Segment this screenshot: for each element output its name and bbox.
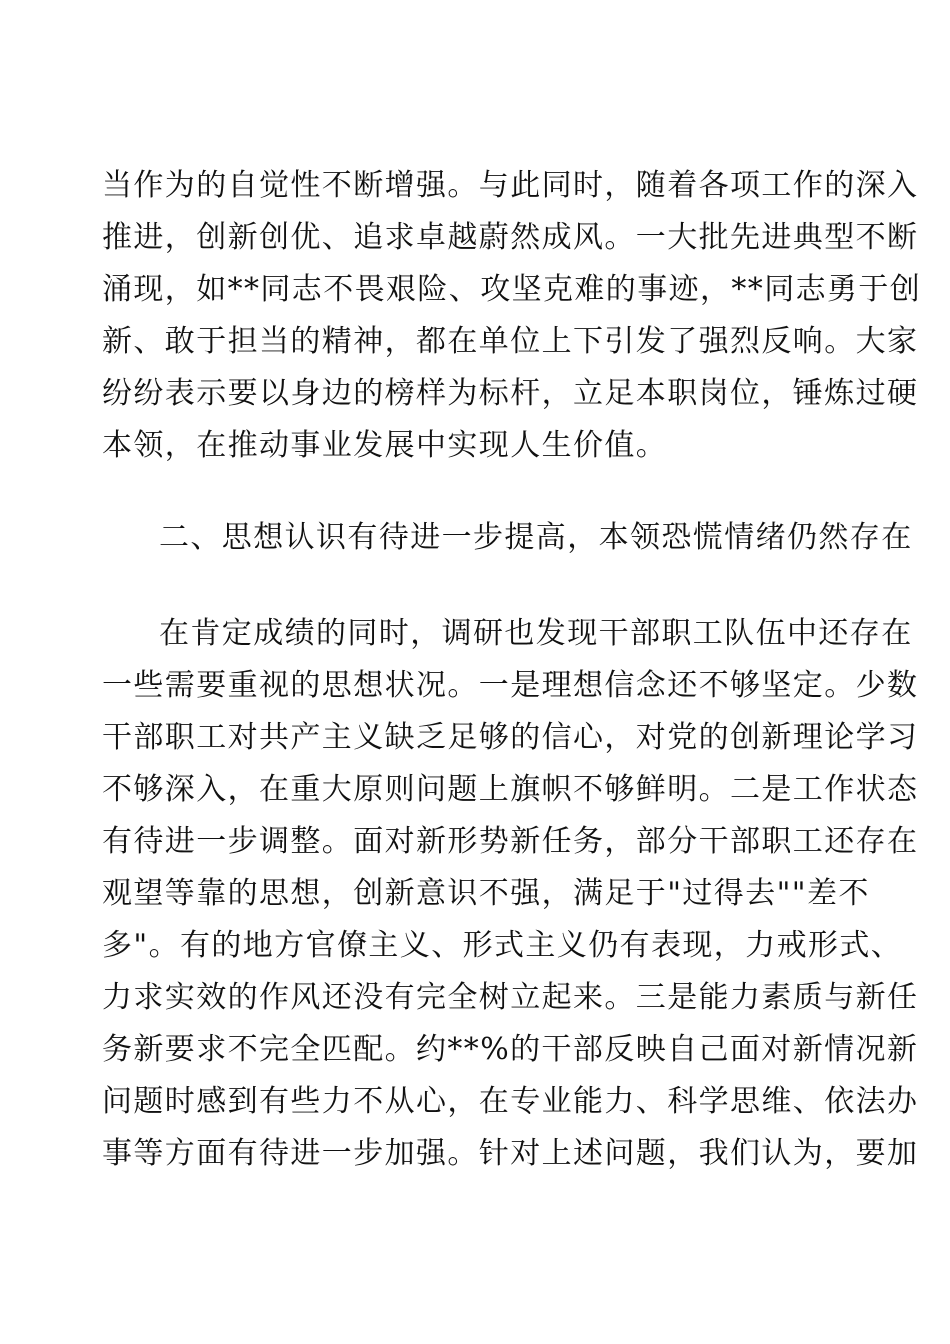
paragraph-2-line-1: 在肯定成绩的同时，调研也发现干部职工队伍中还存在 xyxy=(159,616,913,651)
paragraph-1-line-6: 本领，在推动事业发展中实现人生价值。 xyxy=(102,428,668,463)
paragraph-2-line-3: 干部职工对共产主义缺乏足够的信心，对党的创新理论学习 xyxy=(102,720,919,755)
section-heading: 二、思想认识有待进一步提高，本领恐慌情绪仍然存在 xyxy=(159,520,913,555)
paragraph-2-line-5: 有待进一步调整。面对新形势新任务，部分干部职工还存在 xyxy=(102,824,919,859)
paragraph-2-line-6: 观望等靠的思想，创新意识不强，满足于"过得去""差不 xyxy=(102,876,870,911)
paragraph-2-line-11: 事等方面有待进一步加强。针对上述问题，我们认为，要加 xyxy=(102,1136,919,1171)
paragraph-1-line-4: 新、敢于担当的精神，都在单位上下引发了强烈反响。大家 xyxy=(102,324,919,359)
paragraph-2-line-10: 问题时感到有些力不从心，在专业能力、科学思维、依法办 xyxy=(102,1084,919,1119)
paragraph-1-line-2: 推进，创新创优、追求卓越蔚然成风。一大批先进典型不断 xyxy=(102,220,919,255)
paragraph-1-line-5: 纷纷表示要以身边的榜样为标杆，立足本职岗位，锤炼过硬 xyxy=(102,376,919,411)
paragraph-2-line-2: 一些需要重视的思想状况。一是理想信念还不够坚定。少数 xyxy=(102,668,919,703)
paragraph-2-line-8: 力求实效的作风还没有完全树立起来。三是能力素质与新任 xyxy=(102,980,919,1015)
paragraph-1-line-1: 当作为的自觉性不断增强。与此同时，随着各项工作的深入 xyxy=(102,168,919,203)
paragraph-1-line-3: 涌现，如**同志不畏艰险、攻坚克难的事迹，**同志勇于创 xyxy=(102,272,922,307)
paragraph-2-line-9: 务新要求不完全匹配。约**%的干部反映自己面对新情况新 xyxy=(102,1032,919,1067)
paragraph-2-line-7: 多"。有的地方官僚主义、形式主义仍有表现，力戒形式、 xyxy=(102,928,903,963)
paragraph-2-line-4: 不够深入，在重大原则问题上旗帜不够鲜明。二是工作状态 xyxy=(102,772,919,807)
